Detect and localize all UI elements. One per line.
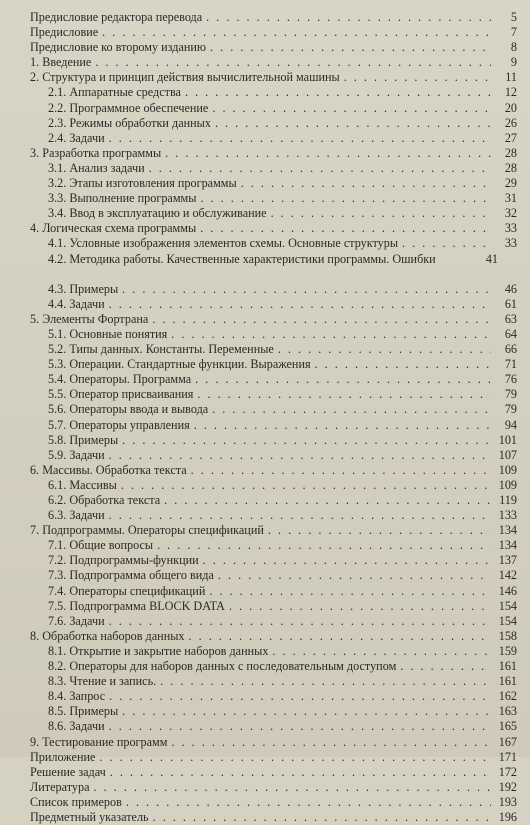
toc-entry-title: 9. Тестирование программ bbox=[30, 734, 168, 749]
dot-leader bbox=[218, 568, 491, 583]
toc-entry-title: 5.4. Операторы. Программа bbox=[48, 372, 192, 387]
toc-entry-title: 2.2. Программное обеспечение bbox=[48, 100, 209, 115]
toc-page-number: 8 bbox=[510, 40, 517, 55]
toc-entry-title: 4. Логическая схема программы bbox=[30, 221, 197, 236]
toc-page-number: 196 bbox=[498, 809, 517, 824]
toc-entry bbox=[30, 252, 517, 282]
toc-page-number: 63 bbox=[504, 311, 517, 326]
dot-leader bbox=[197, 387, 491, 402]
toc-entry-title: 4.3. Примеры bbox=[48, 281, 119, 296]
toc-page-number: 119 bbox=[499, 493, 517, 507]
toc-entry bbox=[30, 116, 517, 131]
toc-entry bbox=[30, 614, 517, 629]
dot-leader bbox=[93, 780, 491, 795]
dot-leader bbox=[109, 297, 491, 312]
toc-page-number: 79 bbox=[504, 402, 517, 417]
toc-page-number: 33 bbox=[504, 236, 517, 251]
toc-page-number: 28 bbox=[504, 145, 517, 160]
toc-page-number: 192 bbox=[498, 779, 517, 794]
toc-entry bbox=[30, 221, 517, 236]
dot-leader bbox=[110, 765, 491, 780]
toc-page-number: 7 bbox=[510, 25, 517, 40]
toc-page-number: 165 bbox=[498, 719, 517, 734]
toc-entry bbox=[30, 568, 517, 583]
toc-entry-title: 6. Массивы. Обработка текста bbox=[30, 462, 187, 477]
dot-leader bbox=[152, 312, 491, 327]
dot-leader bbox=[160, 674, 491, 689]
toc-entry-title: 8.5. Примеры bbox=[48, 704, 119, 719]
toc-entry-title: 8.3. Чтение и запись. bbox=[48, 674, 157, 689]
toc-page-number: 161 bbox=[498, 659, 517, 674]
toc-entry-title: 2.1. Аппаратные средства bbox=[48, 85, 181, 100]
dot-leader bbox=[153, 810, 491, 825]
toc-entry-title: 7.2. Подпрограммы-функции bbox=[48, 553, 199, 568]
toc-entry bbox=[30, 538, 517, 553]
toc-entry-title: 5. Элементы Фортрана bbox=[30, 311, 149, 326]
toc-entry bbox=[30, 659, 517, 674]
dot-leader bbox=[268, 523, 491, 538]
dot-leader bbox=[215, 116, 491, 131]
dot-leader bbox=[149, 161, 491, 176]
toc-page-number: 32 bbox=[504, 206, 517, 221]
toc-page-number: 172 bbox=[498, 764, 517, 779]
toc-page-number: 109 bbox=[498, 462, 517, 477]
toc-page-number: 134 bbox=[498, 523, 517, 538]
toc-page-number: 79 bbox=[504, 387, 517, 402]
dot-leader bbox=[344, 70, 491, 85]
dot-leader bbox=[109, 508, 491, 523]
dot-leader bbox=[212, 402, 491, 417]
toc-page-number: 46 bbox=[504, 281, 517, 296]
toc-entry bbox=[30, 780, 517, 795]
dot-leader bbox=[109, 448, 491, 463]
toc-page-number: 71 bbox=[504, 357, 517, 372]
toc-entry-title: 2.3. Режимы обработки данных bbox=[48, 115, 211, 130]
toc-entry-title: Литература bbox=[30, 779, 90, 794]
toc-page-number: 12 bbox=[504, 85, 517, 100]
toc-entry bbox=[30, 372, 517, 387]
toc-entry bbox=[30, 176, 517, 191]
toc-page-number: 11 bbox=[505, 70, 517, 85]
toc-entry bbox=[30, 735, 517, 750]
toc-page-number: 27 bbox=[504, 130, 517, 145]
toc-page-number: 76 bbox=[504, 372, 517, 387]
dot-leader bbox=[402, 236, 491, 251]
toc-entry-title: 7.1. Общие вопросы bbox=[48, 538, 154, 553]
dot-leader bbox=[210, 40, 491, 55]
toc-entry bbox=[30, 327, 517, 342]
toc-page-number: 162 bbox=[498, 689, 517, 704]
toc-entry bbox=[30, 644, 517, 659]
toc-page-number: 158 bbox=[498, 628, 517, 643]
toc-entry-title: Приложение bbox=[30, 749, 96, 764]
toc-entry-title: 6.1. Массивы bbox=[48, 477, 117, 492]
toc-entry-title: 4.2. Методика работы. Качественные характеристики программы. Ошибки bbox=[48, 251, 436, 266]
dot-leader bbox=[200, 191, 491, 206]
toc-page-number: 161 bbox=[498, 674, 517, 689]
toc-entry bbox=[30, 236, 517, 251]
toc-entry-title: Предисловие bbox=[30, 25, 99, 40]
toc-page-number: 5 bbox=[510, 10, 517, 24]
toc-entry bbox=[30, 342, 517, 357]
toc-entry bbox=[30, 523, 517, 538]
toc-entry bbox=[30, 25, 517, 40]
toc-entry-title: 7.5. Подпрограмма BLOCK DATA bbox=[48, 598, 225, 613]
toc-page-number: 171 bbox=[498, 749, 517, 764]
toc-entry-title: 3.1. Анализ задачи bbox=[48, 160, 145, 175]
toc-entry bbox=[30, 387, 517, 402]
toc-entry-title: 5.9. Задачи bbox=[48, 447, 105, 462]
toc-entry bbox=[30, 704, 517, 719]
toc-entry-title: 8.6. Задачи bbox=[48, 719, 105, 734]
table-of-contents bbox=[30, 10, 517, 825]
dot-leader bbox=[272, 644, 491, 659]
dot-leader bbox=[121, 478, 491, 493]
toc-entry bbox=[30, 55, 517, 70]
toc-entry bbox=[30, 719, 517, 734]
toc-page-number: 29 bbox=[504, 176, 517, 191]
toc-entry bbox=[30, 599, 517, 614]
toc-page-number: 146 bbox=[498, 583, 517, 598]
toc-page-number: 101 bbox=[498, 432, 517, 447]
toc-page-number: 167 bbox=[498, 734, 517, 749]
toc-entry-title: 5.3. Операции. Стандартные функции. Выражения bbox=[48, 357, 311, 372]
toc-page-number: 193 bbox=[498, 794, 517, 809]
dot-leader bbox=[212, 101, 491, 116]
dot-leader bbox=[95, 55, 491, 70]
toc-entry-title: 7.3. Подпрограмма общего вида bbox=[48, 568, 214, 583]
toc-entry bbox=[30, 101, 517, 116]
toc-entry bbox=[30, 131, 517, 146]
dot-leader bbox=[165, 146, 491, 161]
dot-leader bbox=[126, 795, 491, 810]
dot-leader bbox=[209, 584, 491, 599]
toc-entry bbox=[30, 85, 517, 100]
toc-page-number: 33 bbox=[504, 221, 517, 236]
toc-page-number: 9 bbox=[510, 55, 517, 70]
toc-entry-title: 8.1. Открытие и закрытие наборов данных bbox=[48, 643, 269, 658]
toc-entry-title: 7.6. Задачи bbox=[48, 613, 105, 628]
toc-page-number: 94 bbox=[504, 417, 517, 432]
dot-leader bbox=[203, 553, 491, 568]
dot-leader bbox=[157, 538, 491, 553]
toc-entry-title: 2. Структура и принцип действия вычислительной машины bbox=[30, 70, 340, 85]
dot-leader bbox=[109, 131, 491, 146]
dot-leader bbox=[229, 599, 491, 614]
toc-entry bbox=[30, 191, 517, 206]
toc-entry bbox=[30, 297, 517, 312]
dot-leader bbox=[241, 176, 491, 191]
toc-page-number: 137 bbox=[498, 553, 517, 568]
toc-entry bbox=[30, 478, 517, 493]
dot-leader bbox=[200, 221, 491, 236]
toc-entry-title: 5.7. Операторы управления bbox=[48, 417, 190, 432]
toc-page-number: 107 bbox=[498, 447, 517, 462]
toc-page-number: 64 bbox=[504, 326, 517, 341]
toc-entry bbox=[30, 282, 517, 297]
toc-entry-title: 8. Обработка наборов данных bbox=[30, 628, 185, 643]
dot-leader bbox=[171, 735, 491, 750]
toc-entry-title: Предметный указатель bbox=[30, 809, 149, 824]
toc-entry bbox=[30, 206, 517, 221]
toc-entry-title: Решение задач bbox=[30, 764, 106, 779]
toc-entry-title: 8.4. Запрос bbox=[48, 689, 106, 704]
dot-leader bbox=[400, 659, 491, 674]
toc-entry bbox=[30, 584, 517, 599]
toc-page-number: 134 bbox=[498, 538, 517, 553]
toc-page-number: 133 bbox=[498, 508, 517, 523]
toc-page-number: 66 bbox=[504, 342, 517, 357]
dot-leader bbox=[271, 206, 491, 221]
toc-entry bbox=[30, 810, 517, 825]
toc-entry bbox=[30, 402, 517, 417]
toc-page-number: 159 bbox=[498, 643, 517, 658]
toc-entry bbox=[30, 508, 517, 523]
toc-page-number: 163 bbox=[498, 704, 517, 719]
toc-entry-title: 3.2. Этапы изготовления программы bbox=[48, 176, 237, 191]
toc-entry bbox=[30, 629, 517, 644]
dot-leader bbox=[195, 372, 491, 387]
toc-entry bbox=[30, 357, 517, 372]
dot-leader bbox=[99, 750, 491, 765]
toc-entry-title: 6.2. Обработка текста bbox=[48, 493, 161, 507]
toc-entry-title: 8.2. Операторы для наборов данных с последовательным доступом bbox=[48, 659, 397, 674]
dot-leader bbox=[109, 719, 491, 734]
toc-entry-title: 5.8. Примеры bbox=[48, 432, 119, 447]
toc-entry-title: 5.2. Типы данных. Константы. Переменные bbox=[48, 342, 274, 357]
toc-page-number: 61 bbox=[504, 296, 517, 311]
toc-entry bbox=[30, 433, 517, 448]
toc-entry-title: 7. Подпрограммы. Операторы спецификаций bbox=[30, 523, 264, 538]
toc-entry-title: 6.3. Задачи bbox=[48, 508, 105, 523]
toc-entry bbox=[30, 418, 517, 433]
dot-leader bbox=[164, 493, 491, 508]
toc-entry-title: Предисловие ко второму изданию bbox=[30, 40, 207, 55]
toc-entry bbox=[30, 553, 517, 568]
dot-leader bbox=[315, 357, 491, 372]
toc-entry bbox=[30, 10, 517, 25]
dot-leader bbox=[109, 614, 491, 629]
toc-entry bbox=[30, 463, 517, 478]
toc-entry bbox=[30, 750, 517, 765]
dot-leader bbox=[278, 342, 491, 357]
toc-entry bbox=[30, 493, 517, 508]
toc-page-number: 26 bbox=[504, 115, 517, 130]
toc-page-number: 20 bbox=[504, 100, 517, 115]
toc-entry bbox=[30, 161, 517, 176]
dot-leader bbox=[191, 463, 491, 478]
toc-entry-title: 4.1. Условные изображения элементов схемы. Основные структуры bbox=[48, 236, 399, 251]
toc-page-number: 154 bbox=[498, 598, 517, 613]
toc-entry bbox=[30, 146, 517, 161]
dot-leader bbox=[102, 25, 491, 40]
dot-leader bbox=[206, 10, 491, 25]
toc-entry-title: 1. Введение bbox=[30, 55, 92, 70]
toc-entry-title: Предисловие редактора перевода bbox=[30, 10, 203, 24]
toc-page-number: 31 bbox=[504, 191, 517, 206]
toc-entry bbox=[30, 70, 517, 85]
toc-entry-title: 7.4. Операторы спецификаций bbox=[48, 583, 206, 598]
toc-entry bbox=[30, 795, 517, 810]
toc-entry bbox=[30, 689, 517, 704]
toc-entry-title: 2.4. Задачи bbox=[48, 130, 105, 145]
dot-leader bbox=[122, 282, 491, 297]
dot-leader bbox=[189, 629, 492, 644]
dot-leader bbox=[109, 689, 491, 704]
toc-entry-title: 3.3. Выполнение программы bbox=[48, 191, 197, 206]
toc-entry bbox=[30, 40, 517, 55]
toc-page-number: 41 bbox=[485, 251, 498, 266]
toc-entry-title: 5.6. Операторы ввода и вывода bbox=[48, 402, 209, 417]
toc-entry-title: 3. Разработка программы bbox=[30, 145, 162, 160]
toc-entry-title: 5.1. Основные понятия bbox=[48, 326, 168, 341]
toc-entry-title: 5.5. Оператор присваивания bbox=[48, 387, 194, 402]
toc-entry bbox=[30, 765, 517, 780]
dot-leader bbox=[122, 433, 491, 448]
toc-entry-title: 4.4. Задачи bbox=[48, 296, 105, 311]
toc-entry-title: Список примеров bbox=[30, 794, 122, 809]
toc-page-number: 28 bbox=[504, 160, 517, 175]
dot-leader bbox=[185, 85, 491, 100]
toc-entry-title: 3.4. Ввод в эксплуатацию и обслуживание bbox=[48, 206, 267, 221]
toc-entry bbox=[30, 448, 517, 463]
toc-page-number: 109 bbox=[498, 477, 517, 492]
toc-entry bbox=[30, 674, 517, 689]
toc-page-number: 142 bbox=[498, 568, 517, 583]
dot-leader bbox=[122, 704, 491, 719]
dot-leader bbox=[171, 327, 491, 342]
toc-page-number: 154 bbox=[498, 613, 517, 628]
dot-leader bbox=[194, 418, 491, 433]
toc-entry bbox=[30, 312, 517, 327]
